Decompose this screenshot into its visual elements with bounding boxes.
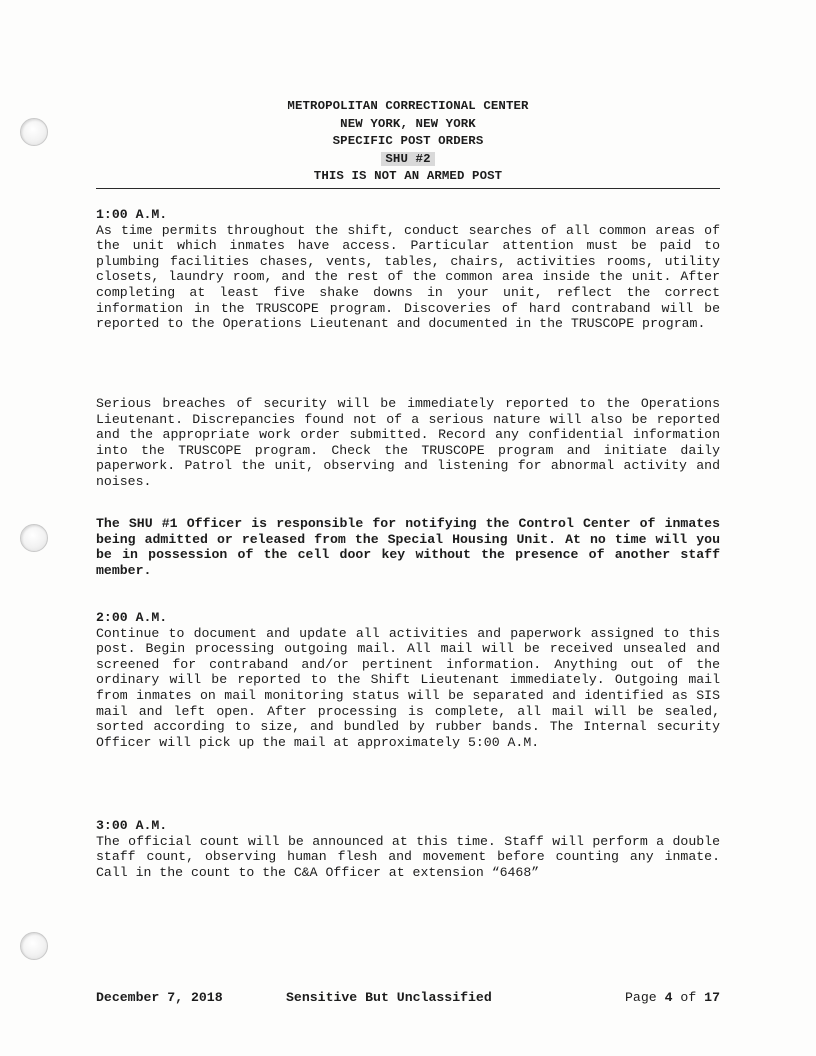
section-paragraph: As time permits throughout the shift, conduct searches of all common areas of the unit which inmates have access. Particular attention must be paid to plumbing facilities chases, vents, tables, chairs, activities rooms, utility closets, laundry room, and the rest of the common area inside the unit. After completing at least five shake downs in your unit, reflect the correct information in the TRUSCOPE program. Discoveries of hard contraband will be reported to the Operations Lieutenant and documented in the TRUSCOPE program.	[96, 222, 720, 332]
header-armed-status: THIS IS NOT AN ARMED POST	[313, 169, 503, 183]
section-time-heading: 2:00 A.M.	[96, 610, 168, 625]
punch-hole-middle	[20, 524, 48, 552]
section-paragraph: Continue to document and update all activities and paperwork assigned to this post. Begin processing outgoing mail. All mail will be received unsealed and screened for contraband and/or pertinent information. Anything out of the ordinary will be reported to the Shift Lieutenant immediately. Outgoing mail from inmates on mail monitoring status will be separated and identified as SIS mail and left open. After processing is complete, all mail will be sealed, sorted according to size, and bundled by rubber bands. The Internal security Officer will pick up the mail at approximately 5:00 A.M.	[96, 625, 720, 750]
section-paragraph: Serious breaches of security will be immediately reported to the Operations Lieutenant. Discrepancies found not of a serious nature will also be reported and the appropriate work order submitted. Record any confidential information into the TRUSCOPE program. Check the TRUSCOPE program and initiate daily paperwork. Patrol the unit, observing and listening for abnormal activity and noises.	[96, 396, 720, 489]
section-time-heading: 1:00 A.M.	[96, 207, 168, 222]
page-of: of	[680, 990, 697, 1005]
section-paragraph: The official count will be announced at this time. Staff will perform a double staff count, observing human flesh and movement before counting any inmate. Call in the count to the C&A Officer at extension “6468”	[96, 833, 720, 880]
header-location: NEW YORK, NEW YORK	[340, 116, 476, 131]
bold-notice-paragraph: The SHU #1 Officer is responsible for notifying the Control Center of inmates being admitted or released from the Special Housing Unit. At no time will you be in possession of the cell door key without the presence of another staff member.	[96, 516, 720, 578]
header-institution: METROPOLITAN CORRECTIONAL CENTER	[287, 99, 529, 113]
page-total: 17	[704, 990, 720, 1005]
section-2am	[96, 610, 720, 750]
footer-page-number	[625, 990, 720, 1006]
page-prefix: Page	[625, 990, 657, 1005]
footer-classification: Sensitive But Unclassified	[286, 990, 492, 1005]
section-time-heading: 3:00 A.M.	[96, 818, 168, 833]
page-current: 4	[664, 990, 673, 1005]
section-1am-notice	[96, 516, 720, 578]
punch-hole-top	[20, 118, 48, 146]
section-1am	[96, 207, 720, 332]
document-header	[96, 98, 720, 186]
section-1am-security	[96, 396, 720, 490]
section-3am	[96, 818, 720, 880]
header-doc-type: SPECIFIC POST ORDERS	[332, 134, 484, 148]
header-post-name: SHU #2	[381, 152, 434, 166]
footer-date: December 7, 2018	[96, 990, 223, 1005]
header-divider	[96, 188, 720, 189]
punch-hole-bottom	[20, 932, 48, 960]
